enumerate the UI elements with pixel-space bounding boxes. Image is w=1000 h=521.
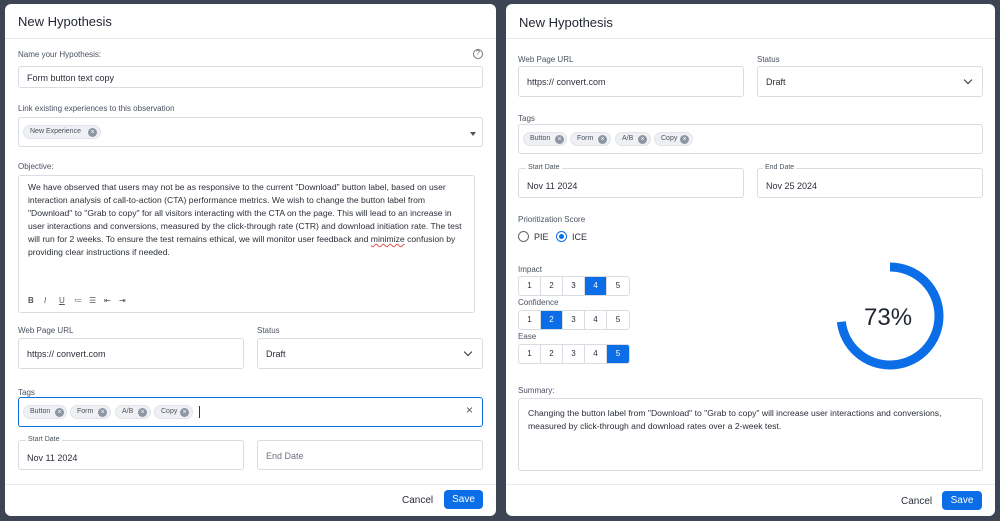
panel-title: New Hypothesis [18,14,112,29]
underline-button[interactable]: U [59,296,65,305]
tag-chip-ab: A/B × [615,132,651,146]
remove-chip-icon[interactable]: × [138,408,147,417]
summary-label: Summary: [518,386,555,395]
end-date-label: End Date [765,164,795,171]
confidence-option-1[interactable]: 1 [519,311,541,329]
status-label: Status [257,326,280,335]
cancel-button[interactable]: Cancel [402,495,434,506]
end-date-value: Nov 25 2024 [766,181,818,191]
tag-chip-form: Form × [70,405,111,419]
hypothesis-name-label: Name your Hypothesis: [18,50,102,59]
objective-label: Objective: [18,162,54,171]
clear-icon[interactable]: × [466,403,474,417]
save-button[interactable]: Save [444,490,483,509]
remove-chip-icon[interactable]: × [180,408,189,417]
tag-chip-copy: Copy × [654,132,693,146]
panel-header [5,4,496,39]
chevron-down-icon [464,348,472,356]
ease-option-3[interactable]: 3 [563,345,585,363]
impact-option-1[interactable]: 1 [519,277,541,295]
tags-input[interactable] [18,397,483,427]
indent-button[interactable]: ⇥ [119,296,126,305]
outdent-button[interactable]: ⇤ [104,296,111,305]
web-page-url-input[interactable] [518,66,744,97]
summary-textarea[interactable] [518,398,983,471]
impact-option-5[interactable]: 5 [615,281,621,290]
tag-chip-button: Button × [23,405,67,419]
start-date-label: Start Date [28,436,60,443]
confidence-option-3[interactable]: 3 [563,311,585,329]
tag-chip-button: Button × [523,132,567,146]
end-date-input[interactable] [757,164,983,198]
start-date-label: Start Date [528,164,560,171]
ordered-list-button[interactable]: ≔ [74,296,82,305]
remove-chip-icon[interactable]: × [638,135,647,144]
bullet-list-button[interactable]: ☰ [89,296,97,305]
tags-input[interactable] [518,124,983,154]
tag-chip-ab: A/B × [115,405,151,419]
tag-chip-copy: Copy × [154,405,193,419]
hypothesis-summary-panel [506,4,995,516]
panel-footer [506,484,995,516]
remove-chip-icon[interactable]: × [55,408,64,417]
pie-radio-label: PIE [534,232,549,242]
objective-text: We have observed that users may not be as responsive to the current "Download" button label, based on user interaction analysis of call-to-action (CTA) performance metrics. We wish to change the button label from "Download" to "Grab to copy" for all visitors interacting with the CTA on the page. This will lead to an increase in user interactions and conversions, measured by the click-through rate (CTR) and download initiation rate. The test will run for 2 weeks. To ensure the test remains ethical, we will monitor user feedback and minimize confusion by providing clear instructions if needed. [28,182,462,257]
chevron-down-icon [964,76,972,84]
help-icon[interactable]: ? [473,49,483,59]
impact-label: Impact [518,265,543,274]
remove-chip-icon[interactable]: × [88,128,97,137]
end-date-input[interactable] [257,440,483,470]
start-date-input[interactable] [18,436,244,470]
ease-option-1[interactable]: 1 [519,345,541,363]
score-percentage: 73% [864,304,913,331]
start-date-value: Nov 11 2024 [27,453,78,463]
status-value: Draft [266,349,286,359]
bold-button[interactable]: B [28,296,34,305]
web-page-url-input[interactable] [18,338,244,369]
experience-chip-label: New Experience [30,128,81,135]
confidence-option-5[interactable]: 5 [615,315,621,324]
start-date-value: Nov 11 2024 [527,181,578,191]
save-button[interactable]: Save [942,491,982,510]
experience-chip [23,125,101,139]
italic-button[interactable]: I [44,296,47,305]
hypothesis-name-input[interactable] [18,66,483,88]
confidence-label: Confidence [518,298,559,307]
link-experiences-label: Link existing experiences to this observation [18,104,175,113]
ice-radio-label: ICE [572,232,588,242]
ease-selector [518,344,630,364]
panel-title: New Hypothesis [519,15,613,30]
status-label: Status [757,55,780,64]
hypothesis-form-panel [5,4,496,516]
ease-option-5[interactable]: 5 [607,345,629,363]
ease-option-2[interactable]: 2 [541,345,563,363]
objective-editor[interactable] [18,175,475,313]
cancel-button[interactable]: Cancel [901,496,933,507]
impact-option-3[interactable]: 3 [563,277,585,295]
confidence-selector [518,310,630,330]
web-page-url-label: Web Page URL [518,55,574,64]
remove-chip-icon[interactable]: × [598,135,607,144]
web-page-url-value: https:// convert.com [527,77,606,87]
panel-header [506,4,995,39]
status-value: Draft [766,77,786,87]
impact-selector [518,276,630,296]
remove-chip-icon[interactable]: × [555,135,564,144]
summary-text: Changing the button label from "Download" to "Grab to copy" will increase user interactions and conversions, measured by click-through and download rates over a 2-week test. [528,408,942,431]
remove-chip-icon[interactable]: × [98,408,107,417]
dropdown-caret-icon[interactable] [470,132,476,136]
confidence-option-4[interactable]: 4 [585,311,607,329]
pie-radio[interactable] [518,231,529,242]
prioritization-score-label: Prioritization Score [518,215,586,224]
confidence-option-2[interactable]: 2 [541,311,563,329]
tag-chip-form: Form × [570,132,611,146]
web-page-url-label: Web Page URL [18,326,74,335]
start-date-input[interactable] [518,164,744,198]
ice-radio[interactable] [556,231,567,242]
impact-option-4[interactable]: 4 [585,277,607,295]
panel-footer [5,484,496,516]
ease-option-4[interactable]: 4 [585,345,607,363]
link-experiences-select[interactable] [18,117,483,147]
remove-chip-icon[interactable]: × [680,135,689,144]
tags-label: Tags [518,114,535,123]
ease-label: Ease [518,332,537,341]
text-cursor [199,406,200,418]
end-date-placeholder: End Date [266,451,304,461]
tags-label: Tags [18,388,35,397]
status-select[interactable] [757,66,983,97]
hypothesis-name-value: Form button text copy [27,73,115,83]
status-select[interactable] [257,338,483,369]
web-page-url-value: https:// convert.com [27,349,106,359]
impact-option-2[interactable]: 2 [541,277,563,295]
